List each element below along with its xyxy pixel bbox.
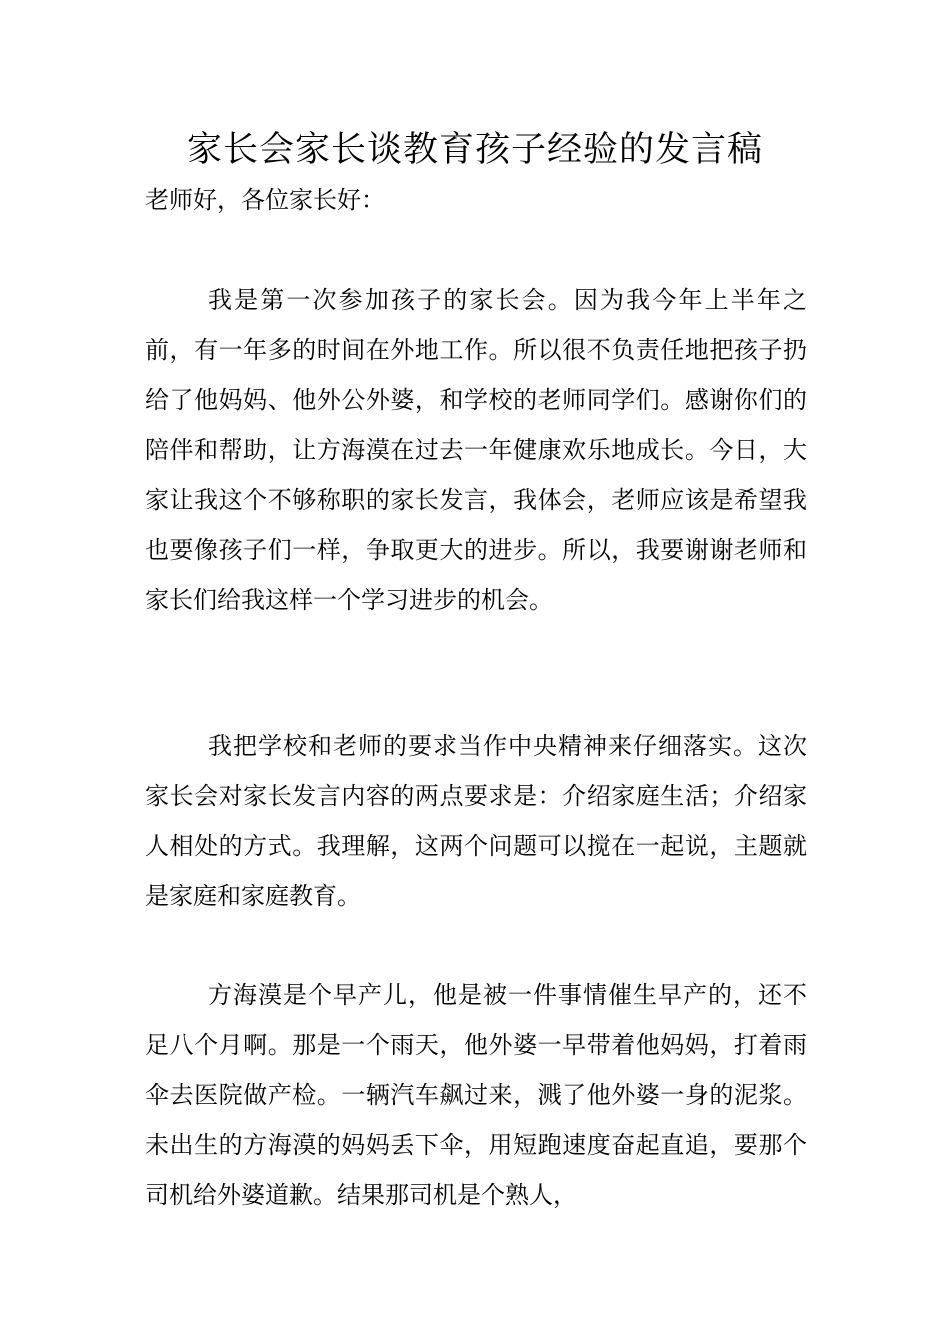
body-paragraph: 方海漠是个早产儿，他是被一件事情催生早产的，还不足八个月啊。那是一个雨天，他外婆一早带着他妈妈，打着雨伞去医院做产检。一辆汽车飙过来，溅了他外婆一身的泥浆。未出生的方海漠的妈妈丢下伞，用短跑速度奋起直追，要那个司机给外婆道歉。结果那司机是个熟人， (145, 981, 807, 1209)
document-title: 家长会家长谈教育孩子经验的发言稿 (186, 130, 763, 170)
body-paragraph: 我把学校和老师的要求当作中央精神来仔细落实。这次家长会对家长发言内容的两点要求是：介绍家庭生活；介绍家人相处的方式。我理解，这两个问题可以搅在一起说，主题就是家庭和家庭教育。 (145, 732, 807, 910)
greeting-line: 老师好，各位家长好： (145, 186, 385, 214)
body-paragraph: 我是第一次参加孩子的家长会。因为我今年上半年之前，有一年多的时间在外地工作。所以很不负责任地把孩子扔给了他妈妈、他外公外婆，和学校的老师同学们。感谢你们的陪伴和帮助，让方海漠在过去一年健康欢乐地成长。今日，大家让我这个不够称职的家长发言，我体会，老师应该是希望我也要像孩子们一样，争取更大的进步。所以，我要谢谢老师和家长们给我这样一个学习进步的机会。 (145, 286, 807, 614)
